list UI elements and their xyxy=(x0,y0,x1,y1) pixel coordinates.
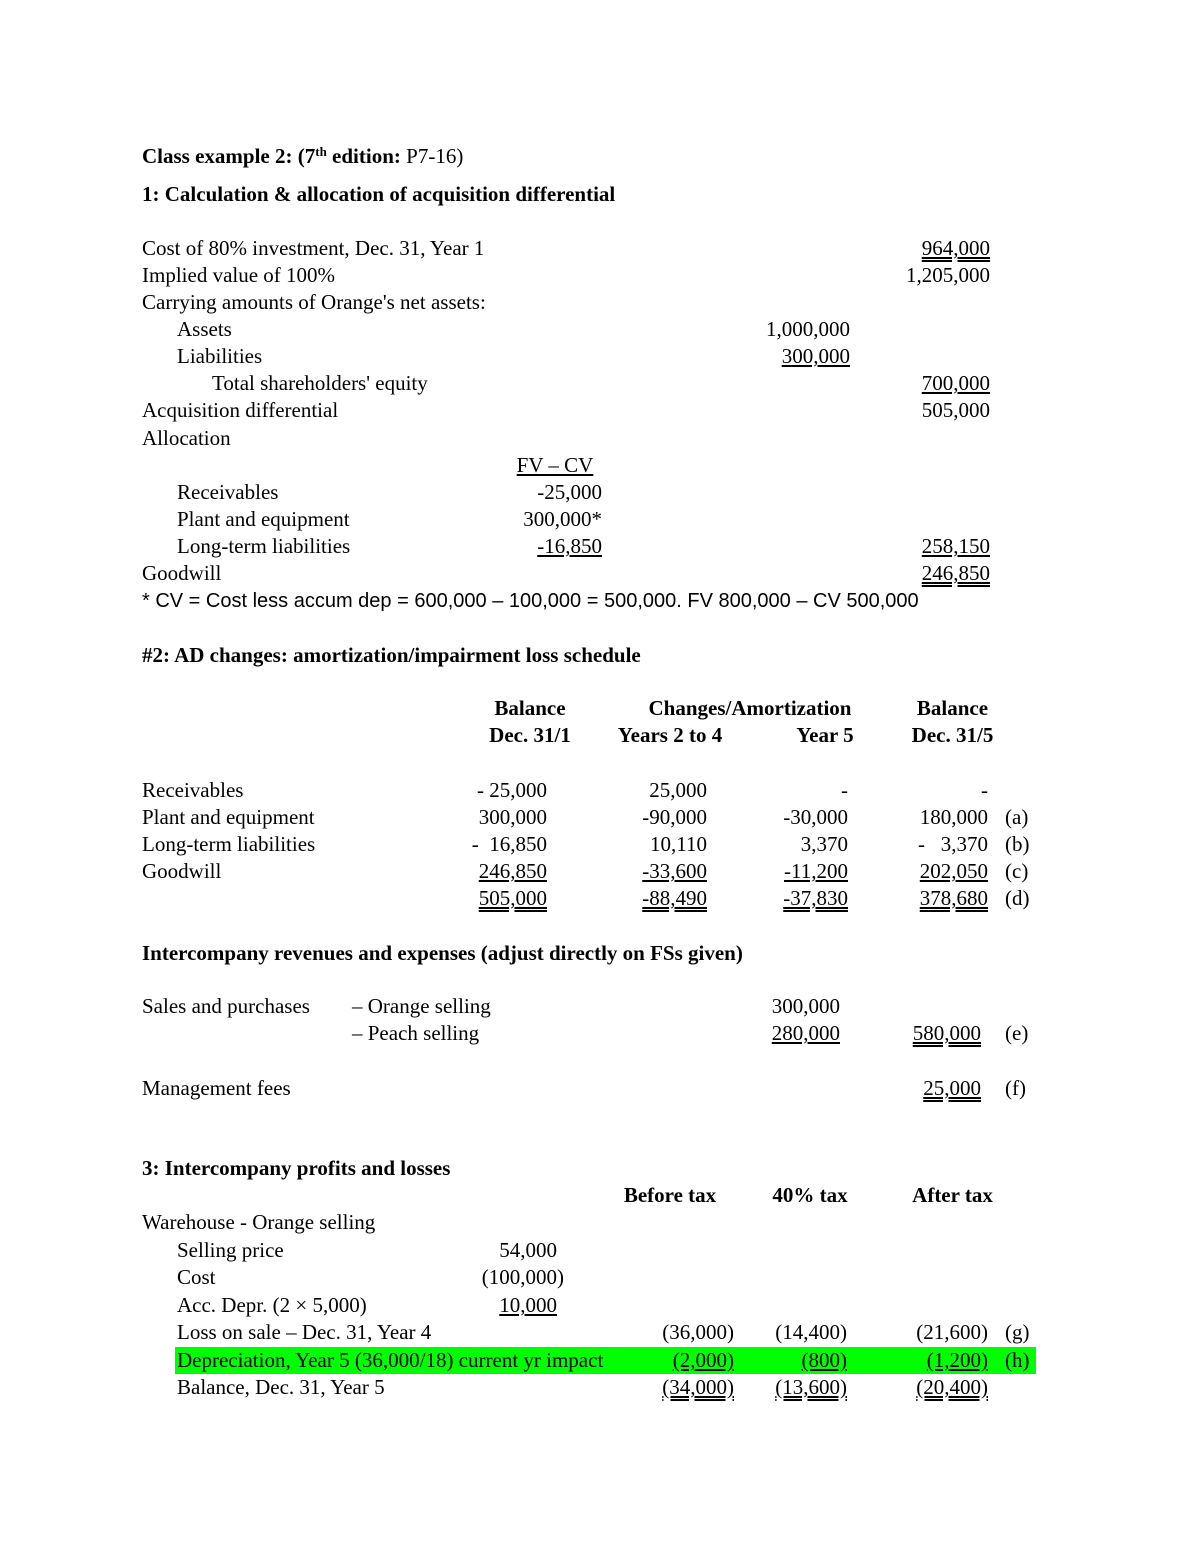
row-label: Liabilities xyxy=(177,344,263,368)
row-label: Long-term liabilities xyxy=(177,534,351,558)
bal5-value: 202,050 xyxy=(919,859,988,883)
selling-price-value: 54,000 xyxy=(499,1238,557,1262)
depr-after: (1,200) xyxy=(926,1348,988,1372)
y5-value: -11,200 xyxy=(784,859,848,883)
liabilities-value: 300,000 xyxy=(781,344,850,368)
balance-tax: (13,600) xyxy=(775,1375,847,1399)
mgmt-value: 25,000 xyxy=(923,1076,981,1100)
alloc-value: 300,000* xyxy=(523,507,602,531)
intercompany-heading: Intercompany revenues and expenses (adjust directly on FSs given) xyxy=(142,941,743,965)
col-header: Year 5 xyxy=(796,723,854,747)
orange-value: 300,000 xyxy=(771,994,840,1018)
bal1-value: 300,000 xyxy=(478,805,547,829)
row-label: Management fees xyxy=(142,1076,291,1100)
row-label: – Peach selling xyxy=(352,1021,480,1045)
balance-before: (34,000) xyxy=(662,1375,734,1399)
row-label: Selling price xyxy=(177,1238,284,1262)
alloc-total: 258,150 xyxy=(921,534,990,558)
row-label: Assets xyxy=(177,317,232,341)
row-label: Cost of 80% investment, Dec. 31, Year 1 xyxy=(142,236,485,260)
alloc-value: -16,850 xyxy=(537,534,602,558)
bal1-total: 505,000 xyxy=(478,886,547,910)
y24-value: 10,110 xyxy=(650,832,707,856)
row-label: Sales and purchases xyxy=(142,994,310,1018)
row-label: Receivables xyxy=(177,480,279,504)
loss-before: (36,000) xyxy=(662,1320,734,1344)
col-header: Dec. 31/1 xyxy=(489,723,571,747)
sales-total: 580,000 xyxy=(912,1021,981,1045)
col-header: 40% tax xyxy=(772,1183,848,1207)
col-header: Before tax xyxy=(623,1183,717,1207)
bal1-value: - 25,000 xyxy=(477,778,547,802)
section1-heading: 1: Calculation & allocation of acquisition differential xyxy=(142,182,616,206)
equity-value: 700,000 xyxy=(921,371,990,395)
goodwill-value: 246,850 xyxy=(921,561,990,585)
y24-value: -33,600 xyxy=(642,859,707,883)
balance-after: (20,400) xyxy=(916,1375,988,1399)
cost-value: 964,000 xyxy=(921,236,990,260)
bal1-value: 246,850 xyxy=(478,859,547,883)
implied-value: 1,205,000 xyxy=(906,263,990,287)
bal5-value: 180,000 xyxy=(919,805,988,829)
y5-total: -37,830 xyxy=(783,886,848,910)
row-label: Plant and equipment xyxy=(177,507,350,531)
depr-tax: (800) xyxy=(801,1348,847,1372)
col-header: Years 2 to 4 xyxy=(617,723,723,747)
ref-label: (d) xyxy=(1005,886,1030,910)
row-label: Depreciation, Year 5 (36,000/18) current yr impact xyxy=(177,1348,604,1372)
row-label: Total shareholders' equity xyxy=(212,371,428,395)
row-label: Balance, Dec. 31, Year 5 xyxy=(177,1375,385,1399)
loss-after: (21,600) xyxy=(916,1320,988,1344)
y24-total: -88,490 xyxy=(642,886,707,910)
row-label: Implied value of 100% xyxy=(142,263,336,287)
col-header: Balance xyxy=(916,696,989,720)
acc-depr-value: 10,000 xyxy=(499,1293,557,1317)
depr-before: (2,000) xyxy=(672,1348,734,1372)
row-label: Loss on sale – Dec. 31, Year 4 xyxy=(177,1320,432,1344)
bal5-total: 378,680 xyxy=(919,886,988,910)
ref-label: (f) xyxy=(1005,1076,1026,1100)
col-header: Dec. 31/5 xyxy=(911,723,994,747)
row-label: Long-term liabilities xyxy=(142,832,316,856)
acquisition-differential-value: 505,000 xyxy=(921,398,990,422)
y24-value: -90,000 xyxy=(642,805,707,829)
assets-value: 1,000,000 xyxy=(766,317,850,341)
col-header: After tax xyxy=(912,1183,993,1207)
row-label: Acquisition differential xyxy=(142,398,339,422)
peach-value: 280,000 xyxy=(771,1021,840,1045)
row-label: Carrying amounts of Orange's net assets: xyxy=(142,290,486,314)
section3-heading: 3: Intercompany profits and losses xyxy=(142,1156,451,1180)
row-label: Allocation xyxy=(142,426,231,450)
ref-label: (c) xyxy=(1005,859,1029,883)
document-title: Class example 2: (7th edition: P7-16) xyxy=(142,144,464,168)
y5-value: -30,000 xyxy=(783,805,848,829)
row-label: Plant and equipment xyxy=(142,805,315,829)
ref-label: (a) xyxy=(1005,805,1029,829)
bal5-value: - 3,370 xyxy=(918,832,988,856)
row-label: Receivables xyxy=(142,778,244,802)
row-label: – Orange selling xyxy=(352,994,491,1018)
loss-tax: (14,400) xyxy=(775,1320,847,1344)
alloc-value: -25,000 xyxy=(537,480,602,504)
fv-cv-header: FV – CV xyxy=(516,453,594,477)
row-label: Warehouse - Orange selling xyxy=(142,1210,376,1234)
bal5-value: - xyxy=(981,778,988,802)
row-label: Goodwill xyxy=(142,561,222,585)
col-header: Balance xyxy=(494,696,566,720)
y5-value: 3,370 xyxy=(800,832,848,856)
ref-label: (e) xyxy=(1005,1021,1029,1045)
bal1-value: - 16,850 xyxy=(471,832,547,856)
col-header: Changes/Amortization xyxy=(648,696,852,720)
ref-label: (b) xyxy=(1005,832,1030,856)
cost-value: (100,000) xyxy=(481,1265,564,1289)
footnote: * CV = Cost less accum dep = 600,000 – 100,000 = 500,000. FV 800,000 – CV 500,000 xyxy=(142,590,919,612)
y24-value: 25,000 xyxy=(649,778,707,802)
row-label: Goodwill xyxy=(142,859,222,883)
ref-label: (g) xyxy=(1005,1320,1030,1344)
y5-value: - xyxy=(841,778,848,802)
row-label: Acc. Depr. (2 × 5,000) xyxy=(177,1293,367,1317)
ref-label: (h) xyxy=(1005,1348,1030,1372)
row-label: Cost xyxy=(177,1265,216,1289)
section2-heading: #2: AD changes: amortization/impairment loss schedule xyxy=(142,643,641,667)
